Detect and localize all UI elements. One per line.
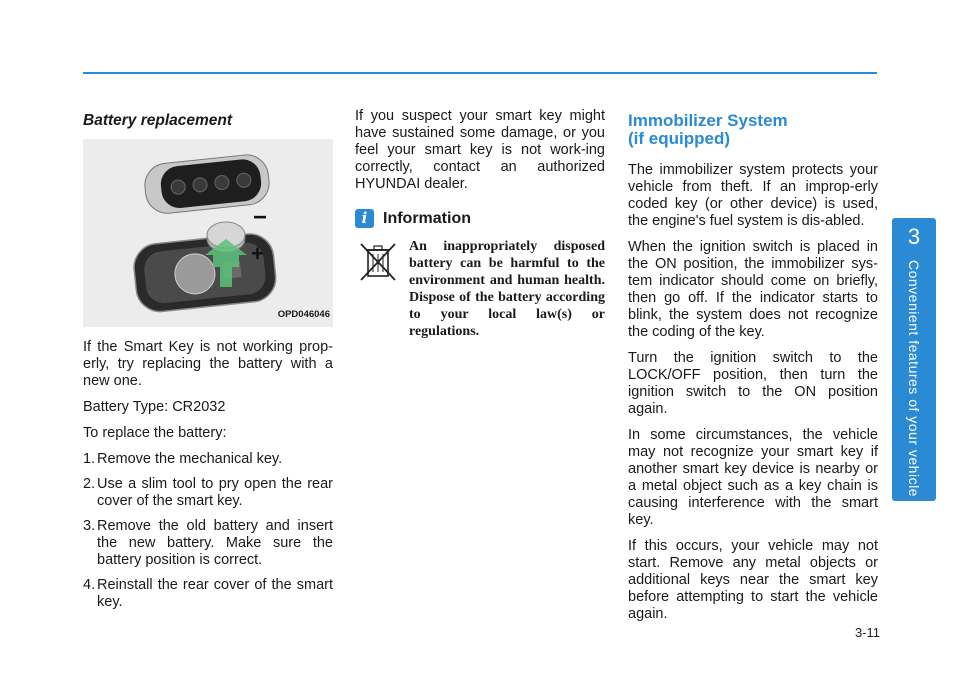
immobilizer-paragraph: The immobilizer system protects your vehicle from theft. If an improp-erly coded key (or other device) is used, the engine's fuel system is dis-abled. <box>628 162 878 229</box>
information-header <box>355 209 605 228</box>
battery-figure <box>83 139 333 327</box>
list-item: 3. Remove the old battery and insert the new battery. Make sure the battery position is correct. <box>83 518 333 568</box>
chapter-tab <box>892 218 936 501</box>
left-column <box>83 108 333 620</box>
battery-intro: If the Smart Key is not working prop-erly, try replacing the battery with a new one. <box>83 339 333 389</box>
damage-paragraph: If you suspect your smart key might have sustained some damage, or you feel your smart key is not work-ing correctly, contact an authorized HYUNDAI dealer. <box>355 108 605 192</box>
immobilizer-paragraph: In some circumstances, the vehicle may not recognize your smart key if another smart key device is nearby or a metal object such as a key chain is causing interference with the smart key. <box>628 427 878 528</box>
chapter-title: Convenient features of your vehicle <box>906 260 922 497</box>
page-number: 3-11 <box>854 625 880 640</box>
steps-intro: To replace the battery: <box>83 425 227 441</box>
immobilizer-paragraph: Turn the ignition switch to the LOCK/OFF position, then turn the ignition switch to the ON position again. <box>628 350 878 417</box>
battery-type: Battery Type: CR2032 <box>83 399 226 415</box>
info-icon: i <box>355 209 374 228</box>
list-item: 4. Reinstall the rear cover of the smart key. <box>83 577 333 610</box>
disposal-warning: An inappropriately disposed battery can be harmful to the environment and human health. Dispose of the battery according to your local law(s) or regulations. <box>409 239 605 339</box>
right-column <box>628 108 878 632</box>
minus-sign: − <box>253 204 268 231</box>
figure-code: OPD046046 <box>277 309 330 320</box>
middle-column <box>355 108 605 340</box>
crossed-bin-icon <box>355 240 401 284</box>
battery-replacement-heading: Battery replacement <box>83 112 233 129</box>
list-item: 2. Use a slim tool to pry open the rear cover of the smart key. <box>83 476 333 509</box>
smart-key-battery-illustration <box>83 139 333 327</box>
header-rule <box>83 72 877 74</box>
list-item: 1. Remove the mechanical key. <box>83 451 283 467</box>
plus-sign: + <box>251 241 264 266</box>
battery-steps <box>83 451 333 611</box>
information-title: Information <box>383 210 471 227</box>
immobilizer-paragraph: If this occurs, your vehicle may not start. Remove any metal objects or additional keys near the smart key before attempting to start the vehicle again. <box>628 538 878 622</box>
chapter-number: 3 <box>907 224 921 249</box>
information-body <box>355 238 605 340</box>
immobilizer-paragraph: When the ignition switch is placed in the ON position, the immobilizer sys-tem indicator should come on briefly, then go off. If the indicator starts to blink, the system does not recognize the coding of the key. <box>628 239 878 340</box>
immobilizer-heading: Immobilizer System (if equipped) <box>628 111 788 148</box>
